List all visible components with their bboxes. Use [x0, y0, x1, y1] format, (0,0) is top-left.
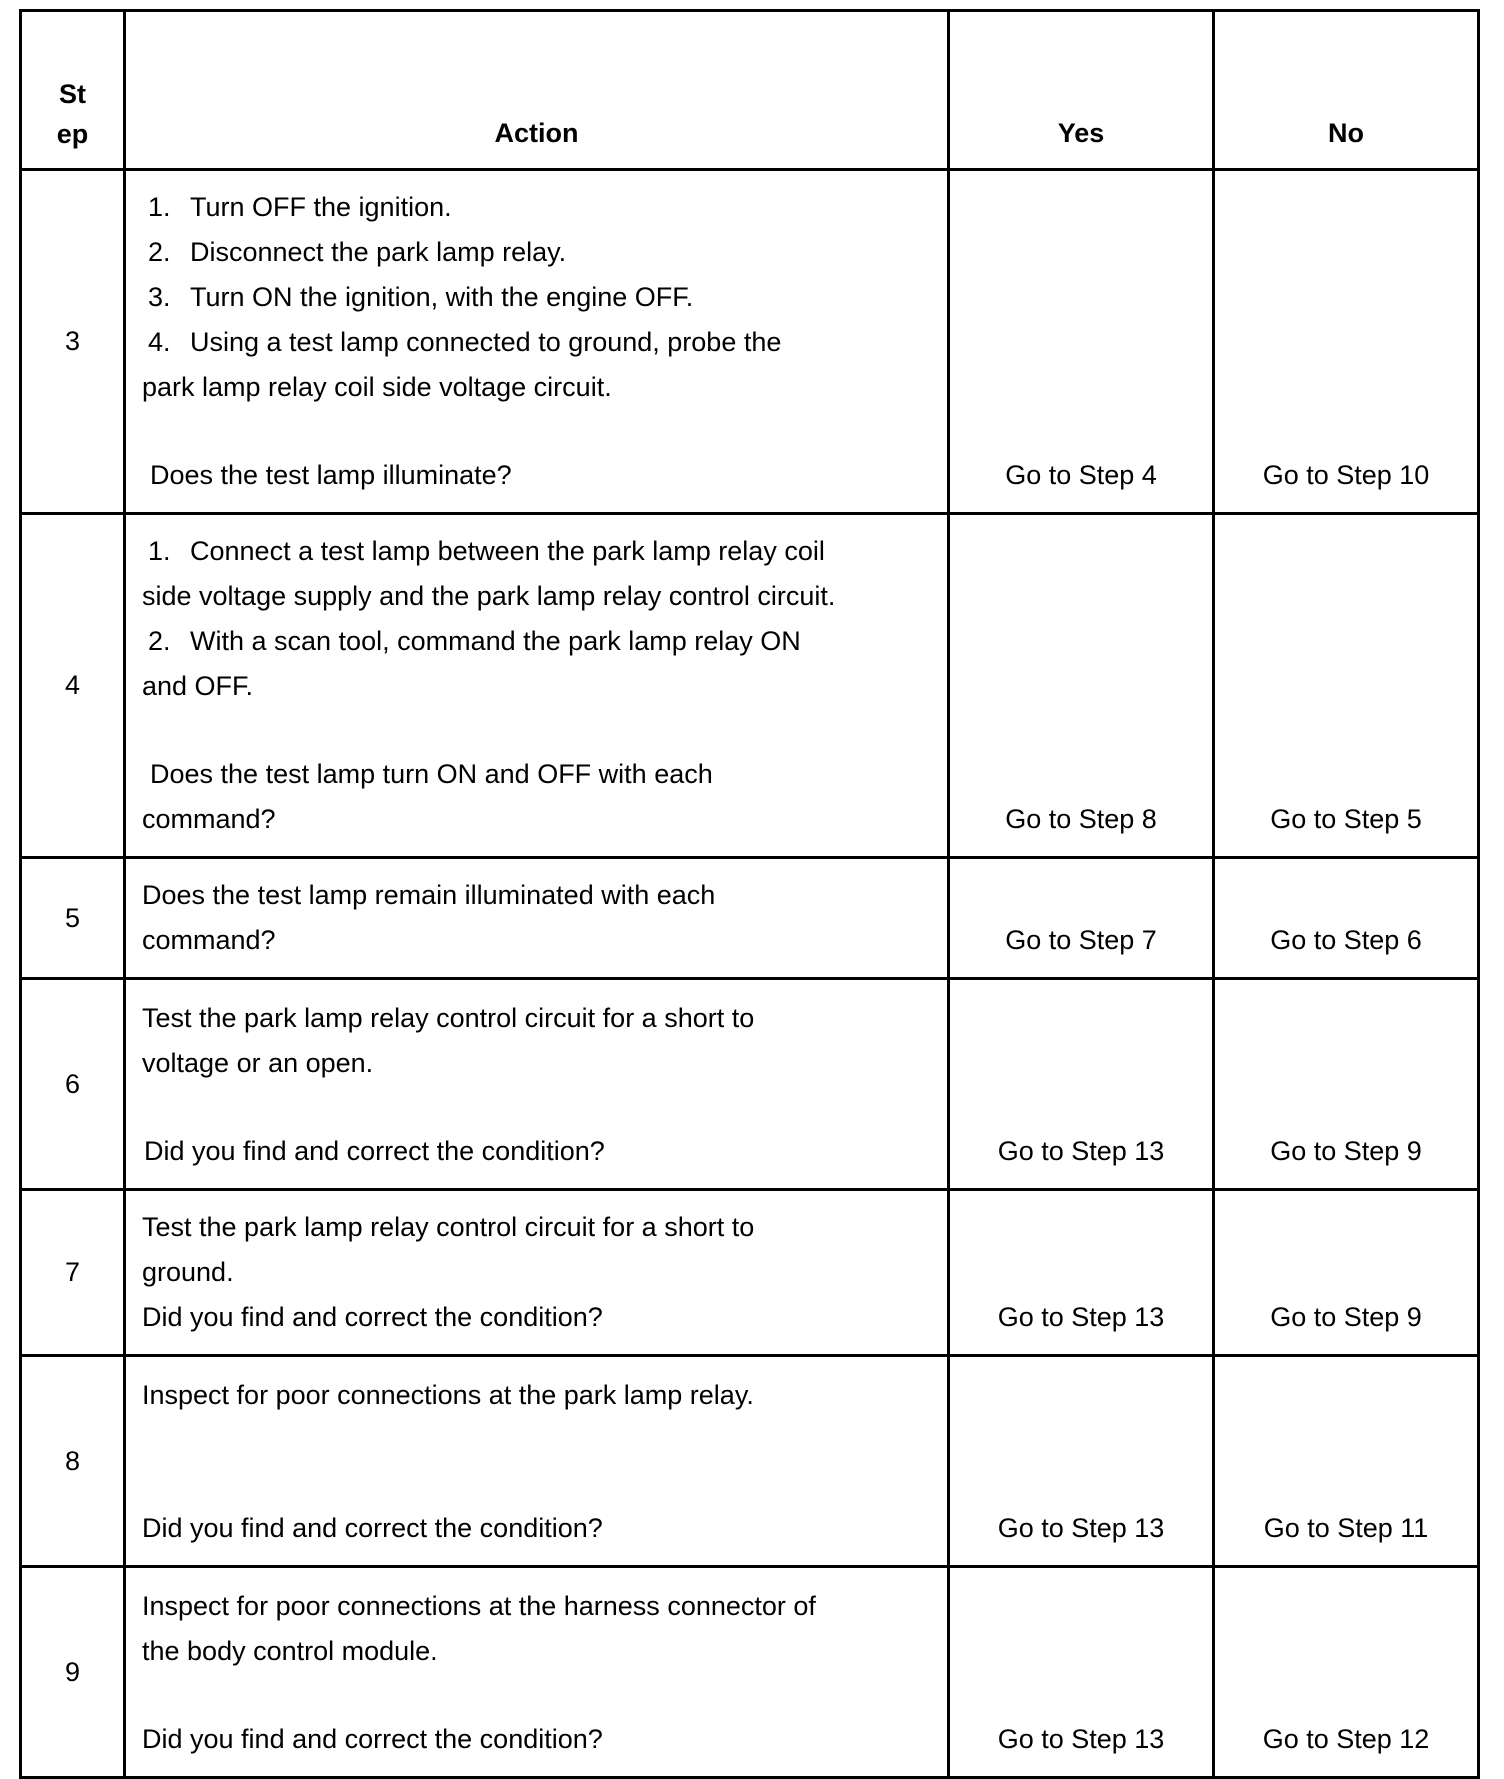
action-text-continuation: voltage or an open. [142, 1048, 374, 1078]
no-result: Go to Step 11 [1214, 1356, 1479, 1567]
table-row [21, 514, 1479, 858]
yes-result: Go to Step 13 [949, 1190, 1214, 1356]
no-column-header: No [1214, 11, 1479, 170]
no-result: Go to Step 5 [1214, 514, 1479, 858]
yes-column-header: Yes [949, 11, 1214, 170]
yes-result: Go to Step 13 [949, 1356, 1214, 1567]
yes-result: Go to Step 4 [949, 170, 1214, 514]
no-result: Go to Step 9 [1214, 979, 1479, 1190]
yes-result: Go to Step 13 [949, 1567, 1214, 1778]
action-text-continuation: the body control module. [142, 1636, 438, 1666]
action-question: Did you find and correct the condition? [142, 1513, 603, 1543]
action-question: Does the test lamp turn ON and OFF with each [150, 759, 713, 789]
table-row [21, 1356, 1479, 1567]
action-question: Does the test lamp illuminate? [150, 460, 512, 490]
action-cell [125, 979, 949, 1190]
list-item: 2. Disconnect the park lamp relay. [148, 237, 567, 267]
list-item: 1. Connect a test lamp between the park lamp relay coil [148, 536, 825, 566]
action-text: Does the test lamp remain illuminated with each [142, 880, 716, 910]
list-item-continuation: and OFF. [142, 671, 254, 701]
table-row [21, 170, 1479, 514]
action-cell [125, 514, 949, 858]
action-cell [125, 1190, 949, 1356]
header-row [21, 11, 1479, 170]
yes-result: Go to Step 7 [949, 858, 1214, 979]
step-number: 7 [21, 1190, 125, 1356]
table-row [21, 1190, 1479, 1356]
action-column-header: Action [125, 11, 949, 170]
step-number: 6 [21, 979, 125, 1190]
action-cell [125, 1567, 949, 1778]
action-cell [125, 1356, 949, 1567]
table-row [21, 1567, 1479, 1778]
action-question: Did you find and correct the condition? [144, 1136, 605, 1166]
table-row [21, 858, 1479, 979]
no-result: Go to Step 6 [1214, 858, 1479, 979]
action-text: Inspect for poor connections at the harness connector of [142, 1591, 816, 1621]
list-item: 3. Turn ON the ignition, with the engine OFF. [148, 282, 694, 312]
action-text-continuation: ground. [142, 1257, 234, 1287]
diagnostic-step-table [19, 9, 1480, 1779]
step-column-header [21, 11, 125, 170]
list-item-continuation: park lamp relay coil side voltage circuit. [142, 372, 612, 402]
step-number: 9 [21, 1567, 125, 1778]
step-number: 4 [21, 514, 125, 858]
step-number: 5 [21, 858, 125, 979]
list-item: 4. Using a test lamp connected to ground, probe the [148, 327, 782, 357]
action-question-continuation: command? [142, 804, 276, 834]
no-result: Go to Step 9 [1214, 1190, 1479, 1356]
yes-result: Go to Step 13 [949, 979, 1214, 1190]
no-result: Go to Step 10 [1214, 170, 1479, 514]
table-row [21, 979, 1479, 1190]
action-question: Did you find and correct the condition? [142, 1302, 603, 1332]
action-text: Test the park lamp relay control circuit for a short to [142, 1003, 755, 1033]
action-text: Test the park lamp relay control circuit for a short to [142, 1212, 755, 1242]
list-item-continuation: side voltage supply and the park lamp relay control circuit. [142, 581, 836, 611]
step-number: 8 [21, 1356, 125, 1567]
action-text: Inspect for poor connections at the park lamp relay. [142, 1380, 754, 1410]
step-number: 3 [21, 170, 125, 514]
no-result: Go to Step 12 [1214, 1567, 1479, 1778]
yes-result: Go to Step 8 [949, 514, 1214, 858]
step-header-line-2: ep [56, 119, 89, 149]
action-text-continuation: command? [142, 925, 276, 955]
step-header-line-1: St [59, 79, 86, 109]
list-item: 2. With a scan tool, command the park lamp relay ON [148, 626, 801, 656]
action-cell [125, 170, 949, 514]
action-cell [125, 858, 949, 979]
action-question: Did you find and correct the condition? [142, 1724, 603, 1754]
list-item: 1. Turn OFF the ignition. [148, 192, 452, 222]
